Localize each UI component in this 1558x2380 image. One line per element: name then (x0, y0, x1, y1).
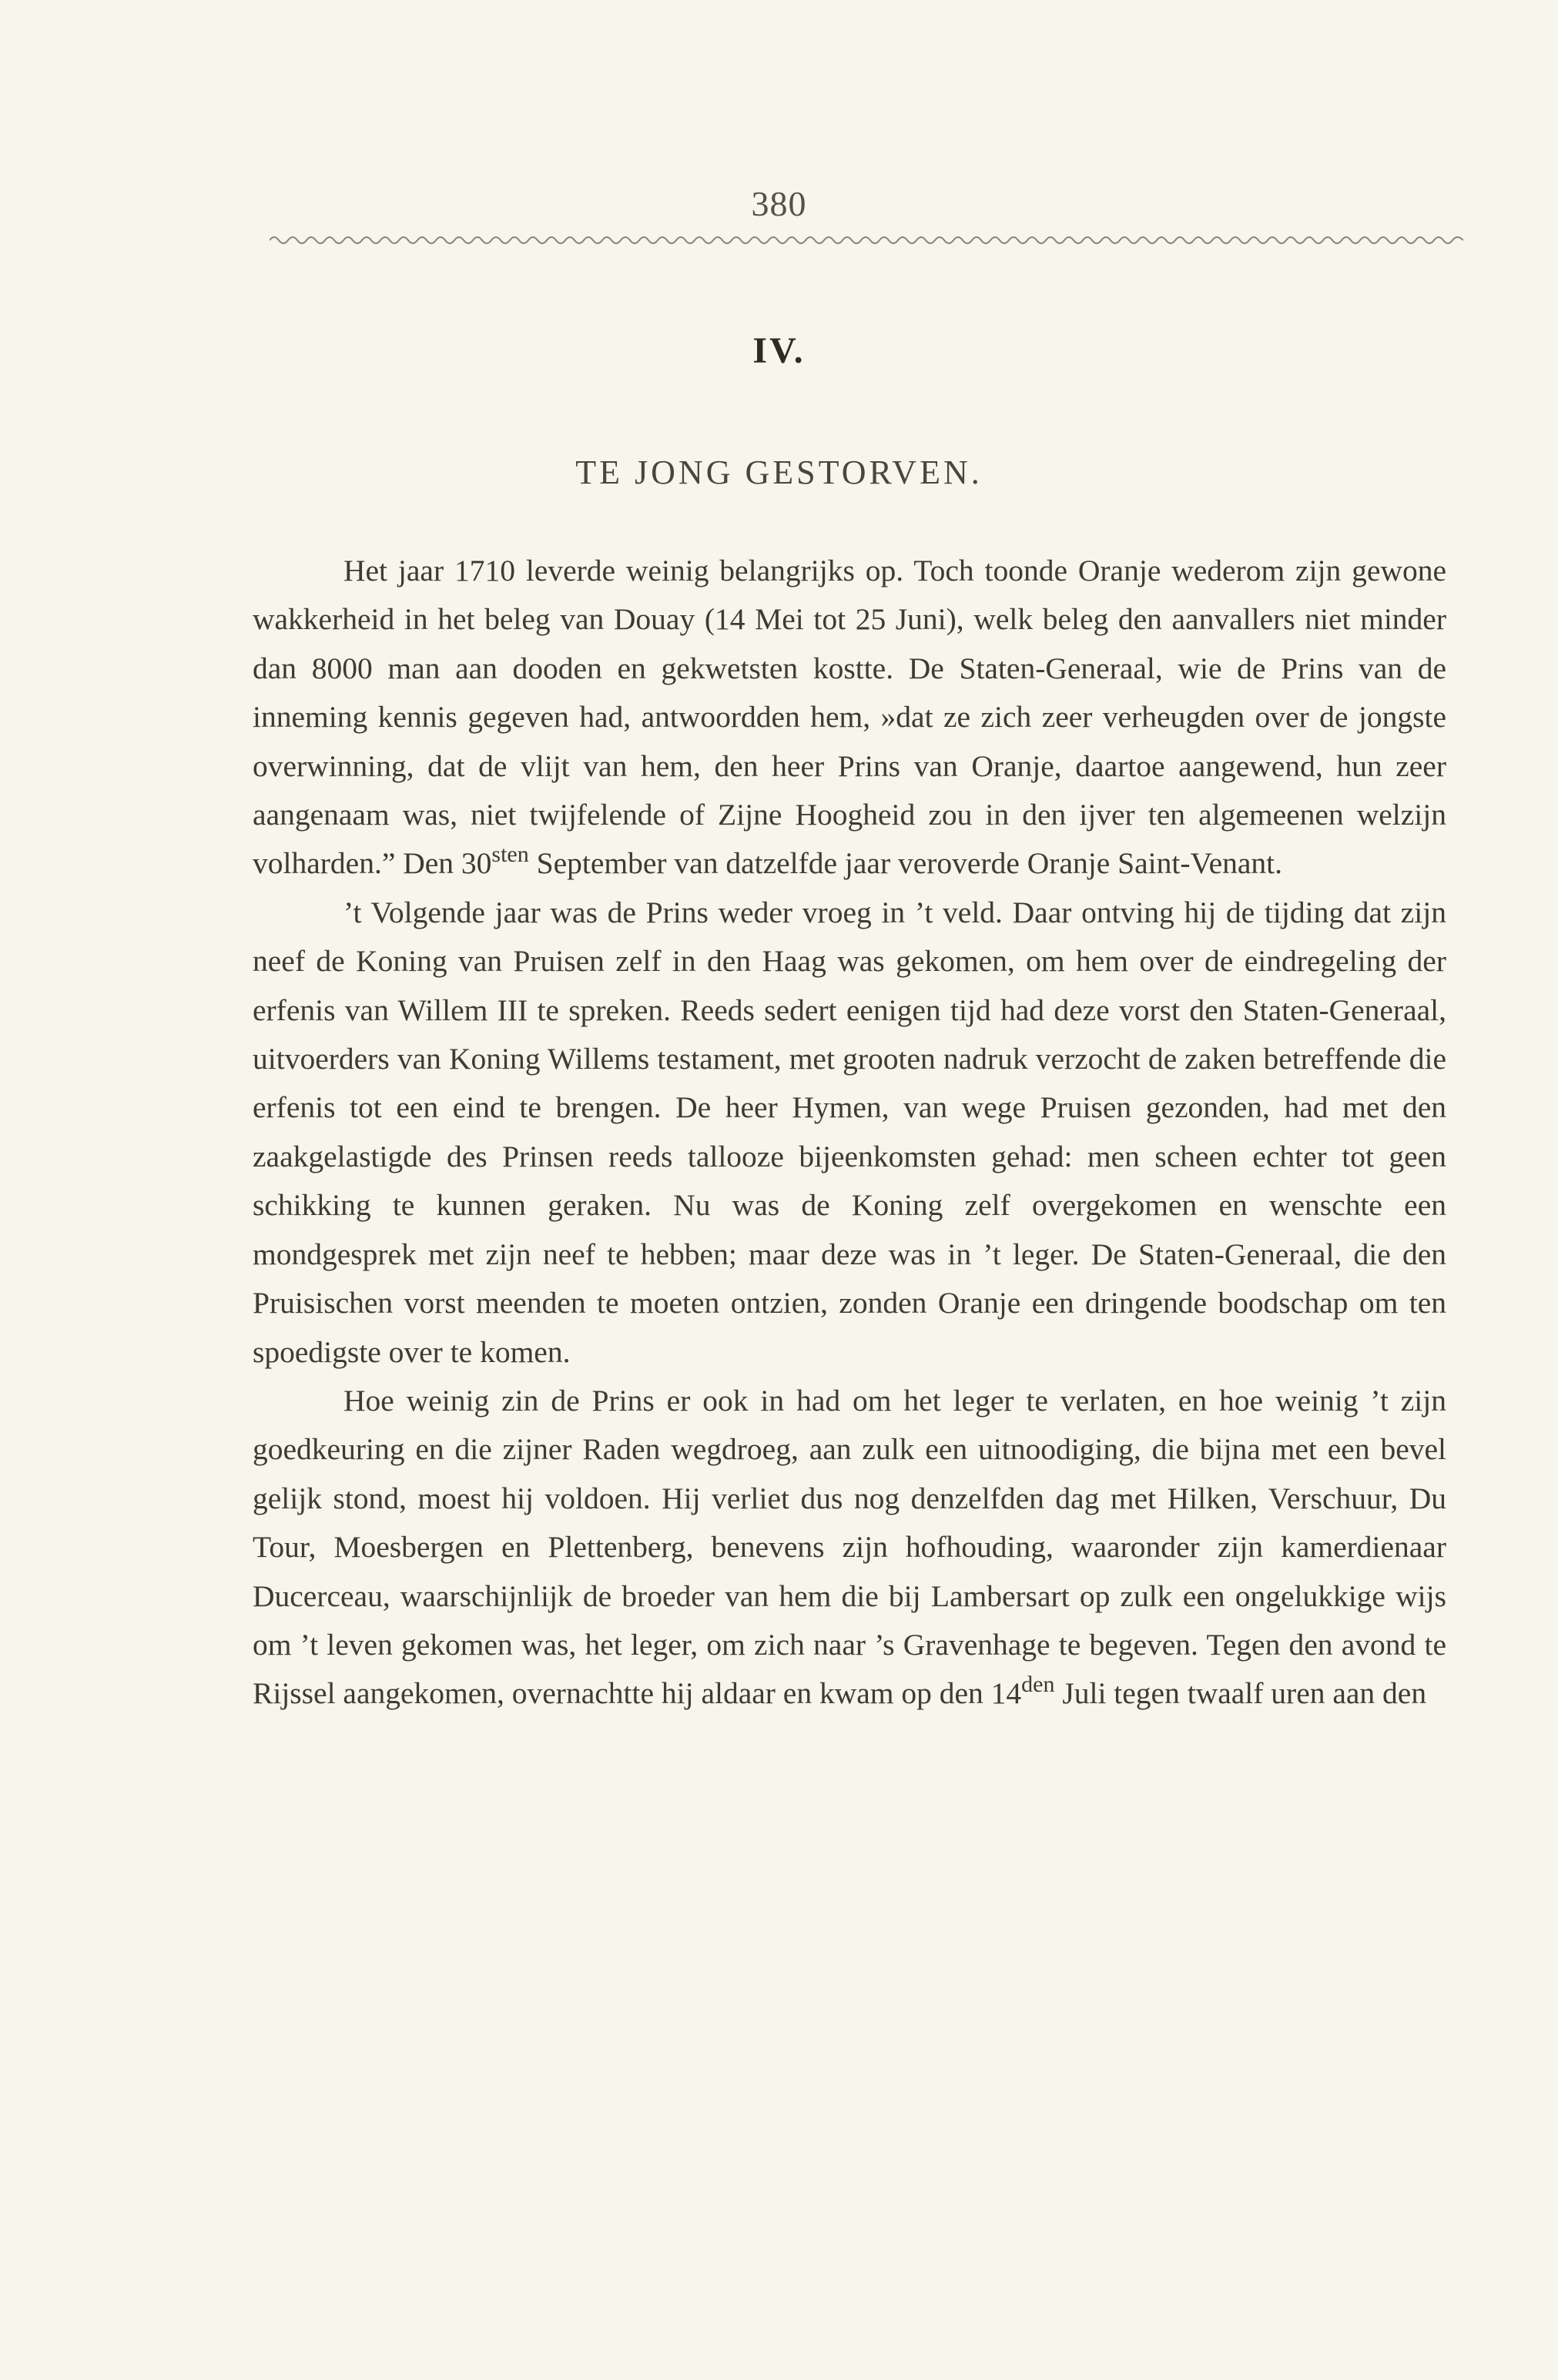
paragraph-text: Hoe weinig zin de Prins er ook in had om het leger te verlaten, en hoe weinig ’t zijn goedkeuring en die zijner Raden wegdroeg, aan zulk een uitnoodiging, die bijna met een bevel gelijk stond, moest hij voldoen. Hij verliet dus nog denzelfden dag met Hilken, Verschuur, Du Tour, Moesbergen en Plettenberg, benevens zijn hofhouding, waaronder zijn kamerdienaar Ducerceau, waarschijnlijk de broeder van hem die bij Lambersart op zulk een ongelukkige wijs om ’t leven gekomen was, het leger, om zich naar ’s Gravenhage te begeven. Tegen den avond te Rijssel aangekomen, overnachtte hij aldaar en kwam op den 14 (253, 1383, 1446, 1711)
chapter-title: TE JONG GESTORVEN. (575, 454, 983, 491)
body-text (253, 547, 1446, 1719)
ordinal-suffix: sten (491, 842, 529, 868)
ornamental-rule (270, 231, 1463, 249)
paragraph-text: September van datzelfde jaar veroverde Oranje Saint-Venant. (528, 846, 1283, 881)
paragraph-text: ’t Volgende jaar was de Prins weder vroeg in ’t veld. Daar ontving hij de tijding dat zijn neef de Koning van Pruisen zelf in den Haag was gekomen, om hem over de eindregeling der erfenis van Willem III te spreken. Reeds sedert eenigen tijd had deze vorst den Staten-Generaal, uitvoerders van Koning Willems testament, met grooten nadruk verzocht de zaken betreffende die erfenis tot een eind te brengen. De heer Hymen, van wege Pruisen gezonden, had met den zaakgelastigde des Prinsen reeds tallooze bijeenkomsten gehad: men scheen echter tot geen schikking te kunnen geraken. Nu was de Koning zelf overgekomen en wenschte een mondgesprek met zijn neef te hebben; maar deze was in ’t leger. De Staten-Generaal, die den Pruisischen vorst meenden te moeten ontzien, zonden Oranje een dringende boodschap om ten spoedigste over te komen. (253, 895, 1446, 1369)
page-number: 380 (751, 184, 807, 223)
ordinal-suffix: den (1021, 1672, 1055, 1698)
paragraph-text: Het jaar 1710 leverde weinig belangrijks op. Toch toonde Oranje wederom zijn gewone wakkerheid in het beleg van Douay (14 Mei tot 25 Juni), welk beleg den aanvallers niet minder dan 8000 man aan dooden en gekwetsten kostte. De Staten-Generaal, wie de Prins van de inneming kennis gegeven had, antwoordden hem, »dat ze zich zeer verheugden over de jongste overwinning, dat de vlijt van hem, den heer Prins van Oranje, daartoe aangewend, hun zeer aangenaam was, niet twijfelende of Zijne Hoogheid zou in den ijver ten algemeenen welzijn volharden.” Den 30 (253, 554, 1446, 881)
paragraph (253, 1377, 1446, 1719)
paragraph (253, 547, 1446, 889)
paragraph (253, 889, 1446, 1377)
paragraph-text: Juli tegen twaalf uren aan den (1054, 1676, 1427, 1711)
chapter-number: IV. (752, 330, 806, 371)
